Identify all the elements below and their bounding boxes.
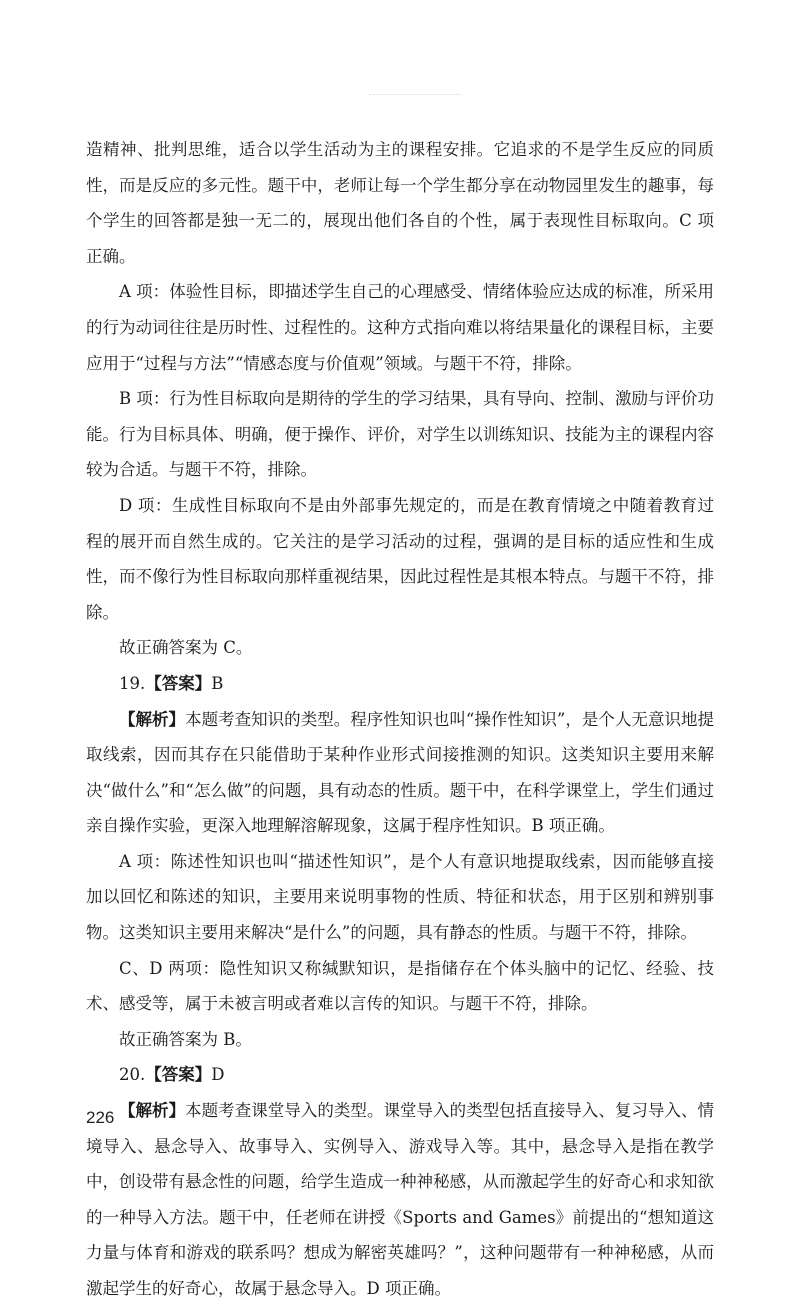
q20-answer-tag: 【答案】 xyxy=(145,1065,212,1085)
conclusion-paragraph: 故正确答案为 C。 xyxy=(119,638,253,658)
q19-answer-line xyxy=(86,666,714,702)
q20-answer-line xyxy=(86,1057,714,1093)
option-b-paragraph: B 项：行为性目标取向是期待的学生的学习结果，具有导向、控制、激励与评价功能。行为目标具体、明确，便于操作、评价，对学生以训练知识、技能为主的课程内容较为合适。与题干不符，排除。 xyxy=(86,389,714,480)
page-number: 226 xyxy=(86,1108,115,1127)
option-d-paragraph: D 项：生成性目标取向不是由外部事先规定的，而是在教育情境之中随着教育过程的展开而自然生成的。它关注的是学习活动的过程，强调的是目标的适应性和生成性，而不像行为性目标取向那样重视结果，因此过程性是其根本特点。与题干不符，排除。 xyxy=(86,495,714,622)
q19-conclusion-paragraph: 故正确答案为 B。 xyxy=(119,1029,252,1049)
q19-analysis-paragraph xyxy=(86,702,714,844)
q20-analysis-text: 本题考查课堂导入的类型。课堂导入的类型包括直接导入、复习导入、情境导入、悬念导入、故事导入、实例导入、游戏导入等。其中，悬念导入是指在教学中，创设带有悬念性的问题，给学生造成一种神秘感，从而激起学生的好奇心和求知欲的一种导入方法。题干中，任老师在讲授《Sports and Games》前提出的“想知道这力量与体育和游戏的联系吗？想成为解密英雄吗？”，这种问题带有一种神秘感，从而激起学生的好奇心，故属于悬念导入。D 项正确。 xyxy=(86,1101,715,1298)
scan-mark xyxy=(369,94,461,95)
q19-analysis-text: 本题考查知识的类型。程序性知识也叫“操作性知识”，是个人无意识地提取线索，因而其存在只能借助于某种作业形式间接推测的知识。这类知识主要用来解决“做什么”和“怎么做”的问题，具有动态的性质。题干中，在科学课堂上，学生们通过亲自操作实验，更深入地理解溶解现象，这属于程序性知识。B 项正确。 xyxy=(86,709,715,836)
q19-option-cd-paragraph: C、D 两项：隐性知识又称缄默知识，是指储存在个体头脑中的记忆、经验、技术、感受等，属于未被言明或者难以言传的知识。与题干不符，排除。 xyxy=(86,958,714,1014)
option-a-paragraph: A 项：体验性目标，即描述学生自己的心理感受、情绪体验应达成的标准，所采用的行为动词往往是历时性、过程性的。这种方式指向难以将结果量化的课程目标，主要应用于“过程与方法”“情感态度与价值观”领域。与题干不符，排除。 xyxy=(86,282,714,373)
continued-paragraph: 造精神、批判思维，适合以学生活动为主的课程安排。它追求的不是学生反应的同质性，而是反应的多元性。题干中，老师让每一个学生都分享在动物园里发生的趣事，每个学生的回答都是独一无二的，展现出他们各自的个性，属于表现性目标取向。C 项正确。 xyxy=(86,140,714,266)
q19-option-a-paragraph: A 项：陈述性知识也叫“描述性知识”，是个人有意识地提取线索，因而能够直接加以回忆和陈述的知识，主要用来说明事物的性质、特征和状态，用于区别和辨别事物。这类知识主要用来解决“是什么”的问题，具有静态的性质。与题干不符，排除。 xyxy=(86,851,714,943)
q20-analysis-paragraph xyxy=(86,1093,714,1307)
q19-answer: B xyxy=(211,673,224,693)
q20-number: 20. xyxy=(119,1065,146,1085)
q19-answer-tag: 【答案】 xyxy=(145,673,212,693)
q20-analysis-tag: 【解析】 xyxy=(119,1101,186,1121)
q19-number: 19. xyxy=(119,673,146,693)
page-body xyxy=(86,132,714,1307)
q19-analysis-tag: 【解析】 xyxy=(119,709,186,729)
q20-answer: D xyxy=(211,1065,225,1085)
